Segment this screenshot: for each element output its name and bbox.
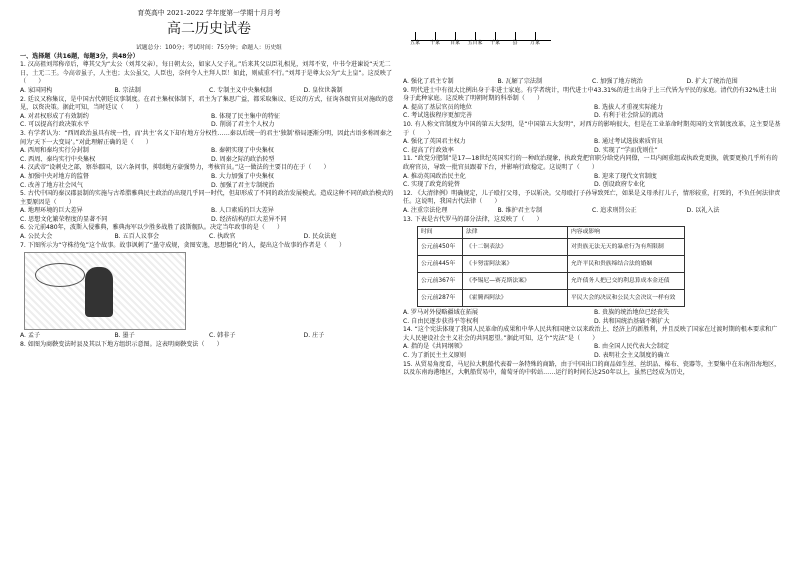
option-c[interactable]: C. 西周、秦均实行中央集权 [20, 155, 96, 163]
option-a[interactable]: A. 孟子 [20, 332, 41, 340]
left-column [20, 30, 398, 349]
question-stem: 12. 《大清律例》明确规定，儿子殴打父母，予以斩决。父母殴打子孙导致死亡，如果是义母杀打儿子，情形较重，打死的，不负任何法律责任。这说明，我国古代法律（ ） [403, 189, 781, 206]
question-7 [20, 242, 398, 341]
option-a[interactable]: A. 强化了英国君主权力 [403, 138, 466, 146]
option-c[interactable]: C. 自由民逐步获得平等权利 [403, 317, 479, 325]
table-cell: 《李锡尼—赛克斯法案》 [463, 273, 568, 290]
table-header: 法律 [463, 227, 568, 239]
table-cell: 《卡努雷阿法案》 [463, 256, 568, 273]
option-d[interactable]: D. 共和国统治基础不断扩大 [594, 317, 670, 325]
question-5 [20, 190, 398, 224]
option-d[interactable]: D. 民众法庭 [303, 233, 337, 241]
option-c[interactable]: C. 执政官 [209, 233, 236, 241]
option-c[interactable]: C. 加强了地方统治 [592, 78, 643, 85]
option-d[interactable]: D. 庄子 [303, 332, 325, 340]
diagram-node: 五家 [407, 32, 423, 46]
question-13 [403, 216, 781, 327]
option-b[interactable]: B. 瓦解了宗法制 [497, 78, 543, 85]
table-header: 内容或影响 [568, 227, 685, 239]
question-stem: 10. 有人称文官制度为中国的第五大发明，是“中国第五大发明”，对西方的影响很大，但是在工业革命时期英国的文官制度改革，这主要是基于（ ） [403, 120, 781, 137]
option-c[interactable]: C. 可以提高行政决策水平 [20, 121, 90, 129]
exam-info: 试题总分：100分；考试时间：75分钟；命题人：历史组 [136, 45, 282, 51]
table-cell: 公元前445年 [418, 256, 463, 273]
option-d[interactable]: D. 有利于社会阶层的流动 [594, 112, 664, 120]
organization-diagram [407, 32, 555, 78]
question-stem: 4. 汉武帝“设刺史之部，察举郡国，以六条问事，抑制地方豪强势力，考核官员。”这一做法的主要目的在于（ ） [20, 164, 330, 172]
option-b[interactable]: B. 宗法制 [114, 86, 141, 94]
option-c[interactable]: C. 思想文化繁荣程度的显著不同 [20, 215, 108, 223]
option-a[interactable]: A. 推动英国政治民主化 [403, 172, 466, 180]
question-2 [20, 96, 398, 130]
table-row [418, 290, 685, 307]
diagram-node: 十家 [427, 32, 443, 46]
option-d[interactable]: D. 表明社会主义制度的确立 [594, 352, 670, 360]
question-stem: 7. 下图所示为“守株待兔”这个故事。故事讽刺了“墨守成规，贪图安逸，思想僵化”的人，提出这个故事的作者是（ ） [20, 241, 346, 249]
question-8-options [403, 78, 781, 87]
option-c[interactable]: C. 专制主义中央集权制 [209, 86, 272, 94]
option-c[interactable]: C. 为了新民主主义原则 [403, 352, 466, 360]
option-c[interactable]: C. 追求刑罚公正 [592, 206, 637, 214]
question-11 [403, 155, 781, 189]
option-b[interactable]: B. 通过考试选拔素质官员 [594, 138, 663, 146]
table-cell: 对贵族无法无天的暴虐行为有所限制 [568, 239, 685, 256]
option-d[interactable]: D. 扩大了统治范围 [686, 78, 738, 85]
question-stem: 5. 古代中国的秦汉郡县制的实施与古希腊雅典民主政治的出现几乎同一时代，但却形成了不同的政治发展模式。造成这种不同的政治模式的主要原因是（ ） [20, 190, 394, 206]
option-c[interactable]: C. 韩非子 [209, 332, 236, 340]
option-d[interactable]: D. 创设政府专业化 [594, 181, 646, 189]
option-d[interactable]: D. 削弱了君主个人权力 [211, 121, 275, 129]
question-14 [403, 326, 781, 360]
option-b[interactable]: B. 墨子 [114, 332, 135, 340]
diagram-node: 万家 [527, 32, 543, 46]
rabbit-story-illustration [24, 252, 186, 330]
right-column [403, 32, 781, 378]
question-stem: 14. “这个宪法体现了我国人民革命的成果和中华人民共和国建立以来政治上、经济上的新胜利，并且反映了国家在过渡时期的根本要求和广大人民建设社会主义社会的共同愿望。”据此可知，这个“宪法”是（ ） [403, 326, 778, 342]
question-12 [403, 190, 781, 216]
table-cell: 公元前367年 [418, 273, 463, 290]
question-3 [20, 130, 398, 164]
option-a[interactable]: A. 公民大会 [20, 233, 53, 241]
diagram-node: 百家 [447, 32, 463, 46]
question-stem: 3. 有学者认为：“西周政治虽具有统一性，而‘共主’名义下却有地方分权性……秦以后统一的君主‘独制’格局逐渐分明，因此古语多称周秦之间为‘天下一大变局’。”对此理解正确的是（ ） [20, 129, 393, 146]
question-1 [20, 61, 398, 95]
option-d[interactable]: D. 以礼入法 [686, 206, 720, 214]
question-6 [20, 224, 398, 241]
question-9 [403, 87, 781, 121]
subject-title: 高二历史试卷 [167, 21, 251, 37]
diagram-node: 五百家 [467, 32, 483, 46]
question-stem: 13. 下表是古代罗马的部分法律，这反映了（ ） [403, 215, 543, 223]
question-stem: 15. 从贸易角度看，马尼拉大帆船代表着一条特殊的商路，由于中国出口的商品如生丝、丝织品、棉布、瓷器等，主要集中在东南沿海地区，以及东南海港地区，大帆船贸易中，葡萄牙的中转站……运行的时间长达250年以上，虽然已经成为历史， [403, 360, 781, 377]
section-heading: 一、选择题（共16题，每题3分，共48分） [20, 52, 139, 60]
option-a[interactable]: A. 家国同构 [20, 86, 53, 94]
option-d[interactable]: D. 皇位世袭制 [303, 86, 343, 94]
option-b[interactable]: B. 五百人议事会 [114, 233, 160, 241]
table-row [418, 256, 685, 273]
option-b[interactable]: B. 大力加强了中央集权 [211, 172, 274, 180]
option-b[interactable]: B. 贵族的统治地位已经丧失 [594, 309, 670, 317]
option-a[interactable]: A. 地理环境的巨大差异 [20, 207, 83, 215]
table-cell: 公元前287年 [418, 290, 463, 307]
option-b[interactable]: B. 维护君主专制 [497, 206, 543, 214]
question-stem: 2. 廷议又称集议，是中国古代朝廷议事制度。在君主集权体制下，君主为了集思广益，都采取集议、廷议的方式，征询各级官员对施政的意见，以资决策。据此可知，当时廷议（ ） [20, 95, 394, 112]
table-cell: 平民大会的决议和公民大会决议一样有效 [568, 290, 685, 307]
question-4 [20, 164, 398, 190]
option-c[interactable]: C. 实现了政党的轮替 [403, 181, 460, 189]
question-15 [403, 361, 781, 378]
option-a[interactable]: A. 西周和秦均实行分封制 [20, 147, 89, 155]
option-a[interactable]: A. 注重宗法伦理 [403, 206, 448, 214]
option-c[interactable]: C. 改善了地方社会风气 [20, 181, 83, 189]
diagram-node: 千家 [487, 32, 503, 46]
table-row [418, 239, 685, 256]
table-cell: 允许债务人把已交的利息算成本金还债 [568, 273, 685, 290]
option-a[interactable]: A. 罗马对外侵略疆域在拓展 [403, 309, 478, 317]
option-a[interactable]: A. 加强中央对地方的监督 [20, 172, 89, 180]
option-d[interactable]: D. 实现了“学而优则仕” [594, 146, 658, 154]
option-a[interactable]: A. 对君权形成了有效制约 [20, 112, 89, 120]
diagram-node: 县 [507, 32, 523, 46]
option-a[interactable]: A. 强化了君主专制 [403, 78, 454, 85]
question-stem: 9. 明代进士中有很大比例出身于非进士家庭。有学者统计，明代进士中43.31%的进士出身于上三代皆为平民的家庭。清代仍有32%进士出身于此种家庭。这反映了明朝时期的科举制（ ） [403, 86, 777, 103]
option-a[interactable]: A. 指的是《共同纲领》 [403, 343, 466, 351]
option-c[interactable]: C. 提高了行政效率 [403, 146, 454, 154]
table-row [418, 273, 685, 290]
option-b[interactable]: B. 秦朝实现了中央集权 [211, 147, 274, 155]
question-8 [20, 341, 398, 350]
question-stem: 6. 公元前480年，波斯入侵雅典，雅典海军以少胜多战胜了波斯舰队。决定当年政事的是（ ） [20, 224, 284, 232]
option-b[interactable]: B. 由全国人民代表大会制定 [594, 343, 670, 351]
table-header: 时间 [418, 227, 463, 239]
option-b[interactable]: B. 选拔人才重视实际能力 [594, 103, 663, 111]
option-d[interactable]: D. 加强了君主专制统治 [211, 181, 275, 189]
exam-title: 育英高中 2021-2022 学年度第一学期十月月考 [137, 9, 281, 17]
option-c[interactable]: C. 考试选拔程序更加完善 [403, 112, 473, 120]
table-cell: 《霍腾西阿法》 [463, 290, 568, 307]
option-a[interactable]: A. 提高了基层官员的地位 [403, 103, 472, 111]
question-stem: 8. 如图为商鞅变法时县及其以下地方组织示意图。这表明商鞅变法（ ） [20, 340, 223, 348]
option-b[interactable]: B. 体现了民主集中的特征 [211, 112, 280, 120]
option-d[interactable]: D. 周秦之际的政治转型 [211, 155, 275, 163]
cloud-shape [35, 263, 85, 287]
table-cell: 公元前450年 [418, 239, 463, 256]
option-b[interactable]: B. 迎来了现代文官制度 [594, 172, 657, 180]
farmer-figure [85, 267, 113, 317]
table-header-row [418, 227, 685, 239]
option-b[interactable]: B. 人口素质的巨大差异 [211, 207, 274, 215]
question-stem: 1. 汉高祖刘邦称帝后，尊其父为“太公（刘邦父亲），每日朝太公，如家人父子礼。”后来其父以臣礼相见，刘邦不安，中书令进谏说“天无二日，土无二王。今高帝虽子，人主也；太公虽父，人臣也，奈何令人主拜人臣！如此，则威重不行。”刘邦于是尊太公为“太上皇”。这反映了（ ） [20, 61, 393, 86]
table-cell: 《十二铜表法》 [463, 239, 568, 256]
roman-law-table [417, 226, 685, 307]
option-d[interactable]: D. 经济结构的巨大差异不同 [211, 215, 287, 223]
question-stem: 11. “政党分肥制”是17—18世纪英国实行的一种政治现象，执政党把官职分给党内同僚，一旦内阁重组或执政党更换，就要更换几乎所有的政府官员，导致一批官员跟着下台，并影响行政稳定。这说明了（ ） [403, 155, 778, 171]
question-10 [403, 121, 781, 155]
table-cell: 允许平民和贵族缔结合法的婚姻 [568, 256, 685, 273]
